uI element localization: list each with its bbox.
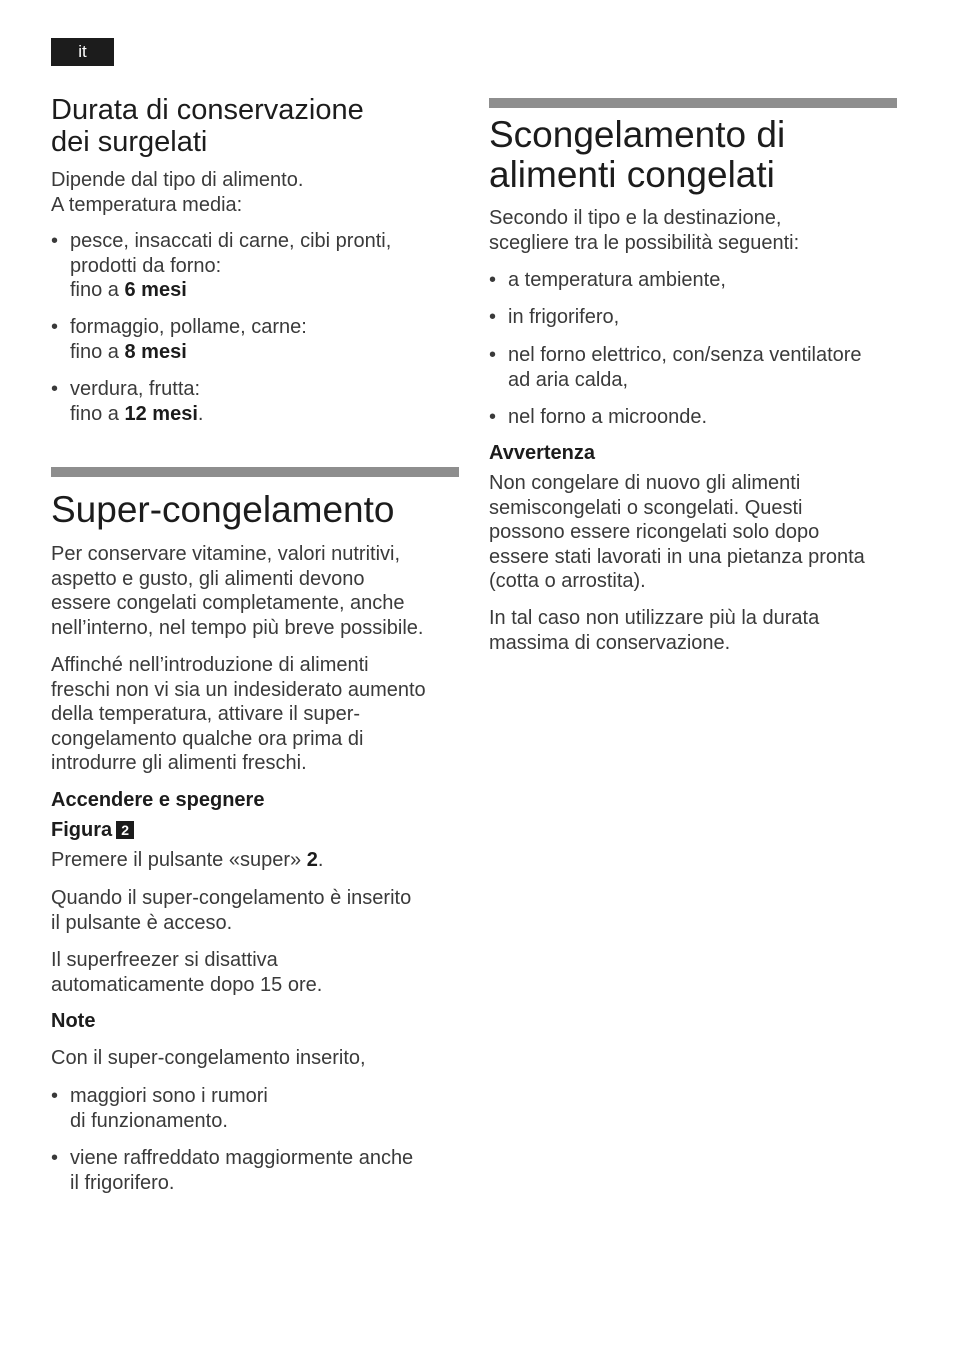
list-item xyxy=(489,268,726,293)
language-tag: it xyxy=(51,38,114,66)
durata-title-line1: Durata di conservazione xyxy=(51,94,364,126)
para-line: Il superfreezer si disattiva xyxy=(51,949,278,971)
press-number: 2 xyxy=(306,849,318,871)
para-line: aspetto e gusto, gli alimenti devono xyxy=(51,567,365,590)
item-text: il frigorifero. xyxy=(70,1171,175,1194)
durata-intro-line2: A temperatura media: xyxy=(51,193,243,216)
bullet-icon: • xyxy=(51,230,59,252)
warning-title: Avvertenza xyxy=(489,442,595,464)
accendere-subtitle: Accendere e spegnere xyxy=(51,789,265,811)
para-line: introdurre gli alimenti freschi. xyxy=(51,752,307,774)
super-para2 xyxy=(51,653,426,776)
section-rule xyxy=(51,467,459,477)
list-item xyxy=(489,405,707,430)
bullet-icon: • xyxy=(489,344,497,366)
item-text: ad aria calda, xyxy=(508,368,629,391)
intro-line: Secondo il tipo e la destinazione, xyxy=(489,207,782,229)
para-line: della temperatura, attivare il super- xyxy=(51,703,361,725)
note-title: Note xyxy=(51,1010,96,1032)
bullet-icon: • xyxy=(489,306,497,328)
item-text: formaggio, pollame, carne: xyxy=(70,316,307,338)
para-line: essere congelati completamente, anche xyxy=(51,592,405,614)
scongelamento-intro xyxy=(489,206,799,255)
item-value: 8 mesi xyxy=(124,340,187,363)
figura-label xyxy=(51,818,134,842)
press-text: Premere il pulsante «super» xyxy=(51,849,307,871)
figure-number-badge: 2 xyxy=(116,821,134,839)
bullet-icon: • xyxy=(489,406,497,428)
item-text: prodotti da forno: xyxy=(70,254,222,277)
list-item xyxy=(51,229,391,303)
bullet-icon: • xyxy=(489,269,497,291)
durata-intro xyxy=(51,168,303,217)
item-text: nel forno a microonde. xyxy=(508,406,708,428)
list-item xyxy=(51,377,203,426)
super-para4 xyxy=(51,948,322,997)
item-suffix: . xyxy=(197,402,204,425)
item-prefix: fino a xyxy=(70,402,125,425)
item-text: viene raffreddato maggiormente anche xyxy=(70,1147,414,1169)
list-item xyxy=(51,1146,413,1195)
item-text: in frigorifero, xyxy=(508,306,620,328)
final-para xyxy=(489,606,819,655)
section-rule xyxy=(489,98,897,108)
para-line: congelamento qualche ora prima di xyxy=(51,727,364,750)
bullet-icon: • xyxy=(51,316,59,338)
para-line: il pulsante è acceso. xyxy=(51,911,233,934)
intro-line: scegliere tra le possibilità seguenti: xyxy=(489,231,800,254)
para-line: In tal caso non utilizzare più la durata xyxy=(489,607,820,629)
durata-intro-line1: Dipende dal tipo di alimento. xyxy=(51,169,304,191)
para-line: automaticamente dopo 15 ore. xyxy=(51,973,323,996)
note-intro: Con il super-congelamento inserito, xyxy=(51,1047,366,1069)
item-value: 6 mesi xyxy=(124,279,187,301)
durata-title xyxy=(51,94,364,158)
item-text: maggiori sono i rumori xyxy=(70,1085,268,1107)
para-line: massima di conservazione. xyxy=(489,631,731,654)
title-line2: alimenti congelati xyxy=(489,154,775,195)
item-text: di funzionamento. xyxy=(70,1109,228,1132)
para-line: Affinché nell’introduzione di alimenti xyxy=(51,654,369,676)
para-line: (cotta o arrostita). xyxy=(489,570,646,592)
item-text: verdura, frutta: xyxy=(70,378,201,400)
list-item xyxy=(489,305,619,330)
scongelamento-title xyxy=(489,115,785,195)
item-text: a temperatura ambiente, xyxy=(508,269,726,291)
bullet-icon: • xyxy=(51,1085,59,1107)
para-line: Quando il super-congelamento è inserito xyxy=(51,887,412,909)
list-item xyxy=(489,343,862,392)
para-line: essere stati lavorati in una pietanza pronta xyxy=(489,545,865,568)
item-text: pesce, insaccati di carne, cibi pronti, xyxy=(70,230,392,252)
bullet-icon: • xyxy=(51,378,59,400)
press-suffix: . xyxy=(317,849,324,871)
bullet-icon: • xyxy=(51,1147,59,1169)
press-instruction xyxy=(51,848,323,873)
title-line1: Scongelamento di xyxy=(489,114,786,155)
para-line: Per conservare vitamine, valori nutritivi, xyxy=(51,543,401,565)
warning-para xyxy=(489,471,865,594)
para-line: possono essere ricongelati solo dopo xyxy=(489,521,820,543)
durata-title-line2: dei surgelati xyxy=(51,126,208,158)
item-text: nel forno elettrico, con/senza ventilatore xyxy=(508,344,862,366)
item-prefix: fino a xyxy=(70,279,125,301)
list-item xyxy=(51,315,307,364)
para-line: nell’interno, nel tempo più breve possibile. xyxy=(51,616,424,639)
para-line: Non congelare di nuovo gli alimenti xyxy=(489,472,801,494)
item-prefix: fino a xyxy=(70,340,125,363)
item-value: 12 mesi xyxy=(124,402,198,425)
figura-text: Figura xyxy=(51,819,113,841)
list-item xyxy=(51,1084,268,1133)
para-line: semiscongelati o scongelati. Questi xyxy=(489,496,803,519)
super-para1 xyxy=(51,542,423,640)
para-line: freschi non vi sia un indesiderato aumento xyxy=(51,678,426,701)
super-para3 xyxy=(51,886,411,935)
super-title: Super-congelamento xyxy=(51,489,395,530)
